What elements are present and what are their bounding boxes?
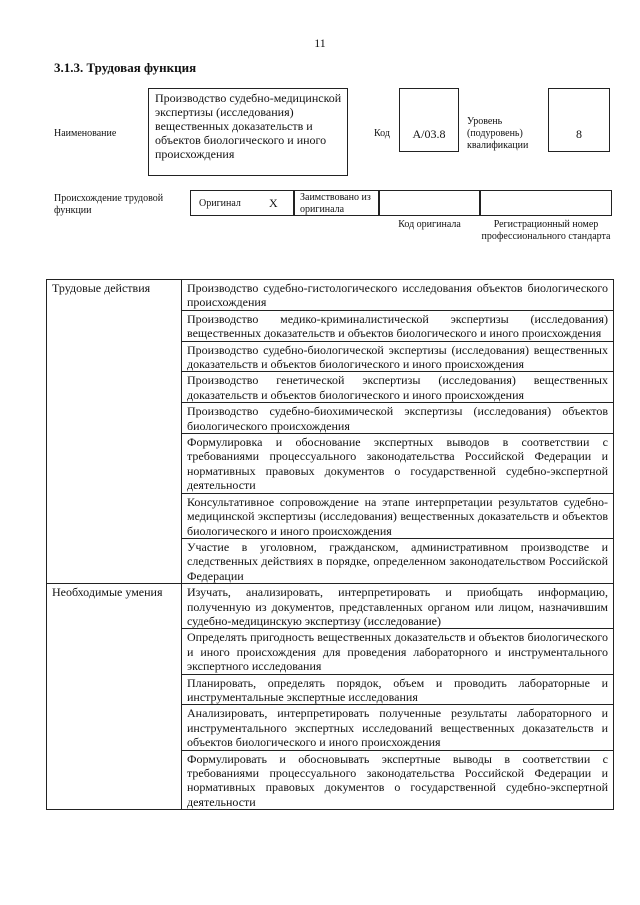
original-mark: X [269, 196, 278, 210]
name-value: Производство судебно-медицинской экспертизы (исследования) вещественных доказательств и объектов биологического и иного происхождения [148, 88, 348, 176]
level-value: 8 [548, 88, 610, 152]
code-label: Код [374, 128, 390, 139]
labor-action-item: Консультативное сопровождение на этапе интерпретации результатов судебно-медицинской экспертизы (исследования) вещественных доказательств и объектов биологического и иного происхождения [182, 493, 614, 538]
labor-action-item: Формулировка и обоснование экспертных выводов в соответствии с требованиями процессуального законодательства Российской Федерации и нормативных правовых документов о государственной судебно-экспертной деятельности [182, 434, 614, 494]
page-number: 11 [314, 36, 326, 50]
skill-item: Определять пригодность вещественных доказательств и объектов биологического и иного происхождения для проведения лабораторного и инструментального экспертного исследования [182, 629, 614, 674]
skill-item: Анализировать, интерпретировать полученные результаты лабораторного и инструментального экспертных исследований вещественных доказательств и объектов биологического и иного происхождения [182, 705, 614, 750]
reg-number-caption: Регистрационный номер профессионального стандарта [481, 219, 611, 242]
table-row [47, 584, 614, 629]
reg-number-cell [480, 190, 612, 216]
skill-item: Формулировать и обосновывать экспертные выводы в соответствии с требованиями процессуального законодательства Российской Федерации и нормативных правовых документов о государственной судебно-экспертной деятельности [182, 750, 614, 810]
borrowed-label: Заимствовано из оригинала [294, 190, 379, 216]
name-label: Наименование [54, 128, 117, 139]
origin-label: Происхождение трудовой функции [54, 193, 164, 216]
skill-item: Изучать, анализировать, интерпретировать и приобщать информацию, полученную из документов, представленных органом или лицом, назначившим судебно-медицинскую экспертизу (исследование) [182, 584, 614, 629]
labor-action-item: Производство генетической экспертизы (исследования) вещественных доказательств и объектов биологического и иного происхождения [182, 372, 614, 403]
code-original-caption: Код оригинала [398, 219, 461, 230]
labor-action-item: Производство судебно-биологической экспертизы (исследования) вещественных доказательств и объектов биологического и иного происхождения [182, 341, 614, 372]
table-row [47, 280, 614, 311]
code-value: А/03.8 [399, 88, 459, 152]
labor-action-item: Производство медико-криминалистической экспертизы (исследования) вещественных доказательств и объектов биологического и иного происхождения [182, 310, 614, 341]
original-cell [190, 190, 294, 216]
original-label: Оригинал [199, 198, 241, 209]
skill-item: Планировать, определять порядок, объем и проводить лабораторные и инструментальные экспертные исследования [182, 674, 614, 705]
labor-action-item: Участие в уголовном, гражданском, административном производстве и следственных действиях в порядке, определенном законодательством Российской Федерации [182, 538, 614, 583]
labor-action-item: Производство судебно-гистологического исследования объектов биологического происхождения [182, 280, 614, 311]
section-title: 3.1.3. Трудовая функция [54, 60, 197, 75]
code-original-cell [379, 190, 480, 216]
level-label: Уровень (подуровень) квалификации [467, 116, 529, 151]
labor-action-item: Производство судебно-биохимической экспертизы (исследования) объектов биологического происхождения [182, 403, 614, 434]
required-skills-label: Необходимые умения [47, 584, 182, 810]
labor-actions-label: Трудовые действия [47, 280, 182, 584]
functions-table [46, 279, 614, 810]
